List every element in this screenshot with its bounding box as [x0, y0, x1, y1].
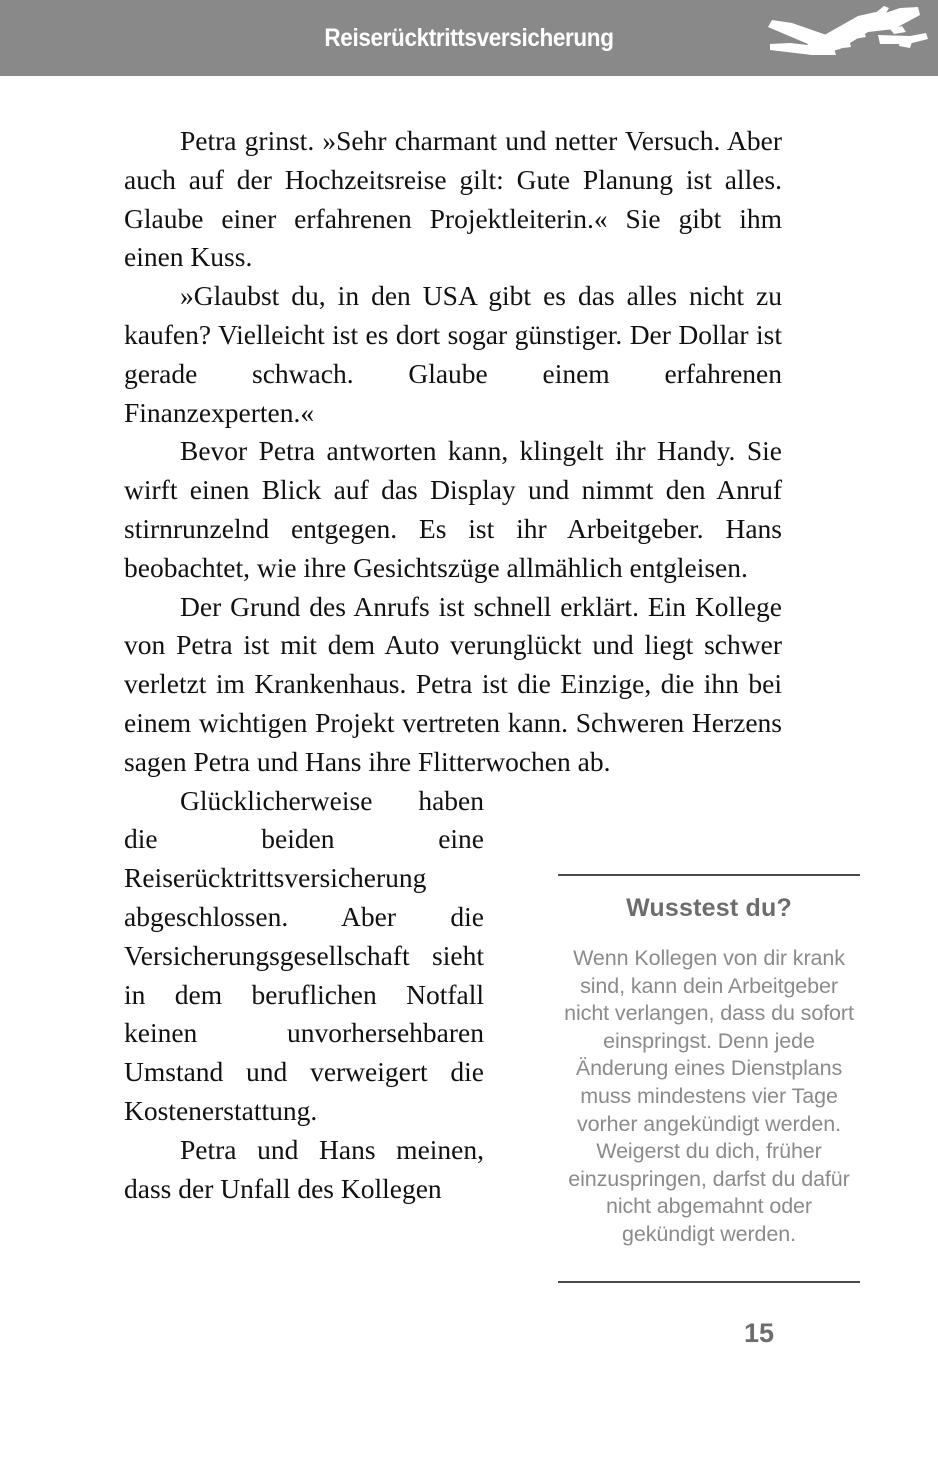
page-header-band: [0, 0, 938, 76]
sidebar-top-rule: [558, 874, 860, 876]
story-paragraph-4: Der Grund des Anrufs ist schnell erklärt. Ein Kollege von Petra ist mit dem Auto verunglückt und liegt schwer verletzt im Krankenhaus. Petra ist die Einzige, die ihn bei einem wichtigen Projekt vertreten kann. Schweren Herzens sagen Petra und Hans ihre Flitterwochen ab.: [124, 590, 782, 777]
did-you-know-box: [558, 874, 860, 1249]
airplane-icon: [750, 2, 930, 72]
story-paragraph-1: Petra grinst. »Sehr charmant und netter Versuch. Aber auch auf der Hochzeitsreise gilt: Gute Planung ist alles. Glaube einer erfahrenen Projektleiterin.« Sie gibt ihm einen Kuss.: [124, 125, 782, 273]
sidebar-heading: Wusstest du?: [626, 894, 792, 922]
story-paragraph-6: Petra und Hans meinen, dass der Unfall des Kollegen: [124, 1133, 484, 1204]
story-paragraph-3: Bevor Petra antworten kann, klingelt ihr Handy. Sie wirft einen Blick auf das Display und nimmt den Anruf stirnrunzelnd entgegen. Es ist ihr Arbeitgeber. Hans beobachtet, wie ihre Gesichtszüge allmählich entgleisen.: [124, 435, 782, 583]
sidebar-body-text: Wenn Kollegen von dir krank sind, kann dein Arbeitgeber nicht verlangen, dass du sofort einspringst. Denn jede Änderung eines Dienstplans muss mindestens vier Tage vorher angekündigt werden. Weigerst du dich, früher einzuspringen, darfst du dafür nicht abgemahnt oder gekündigt werden.: [564, 946, 854, 1246]
story-paragraph-2: »Glaubst du, in den USA gibt es das alles nicht zu kaufen? Vielleicht ist es dort sogar günstiger. Der Dollar ist gerade schwach. Glaube einem erfahrenen Finanzexperten.«: [124, 280, 782, 428]
story-paragraph-5: Glücklicherweise haben die beiden eine Reiserücktrittsversicherung abgeschlossen. Aber die Versicherungsgesellschaft sieht in dem beruflichen Notfall keinen unvorhersehbaren Umstand und verweigert die Kostenerstattung.: [124, 784, 484, 1126]
sidebar-bottom-rule: [558, 1281, 860, 1283]
page-number: 15: [744, 1318, 775, 1348]
page-title: Reiserücktrittsversicherung: [324, 24, 614, 52]
